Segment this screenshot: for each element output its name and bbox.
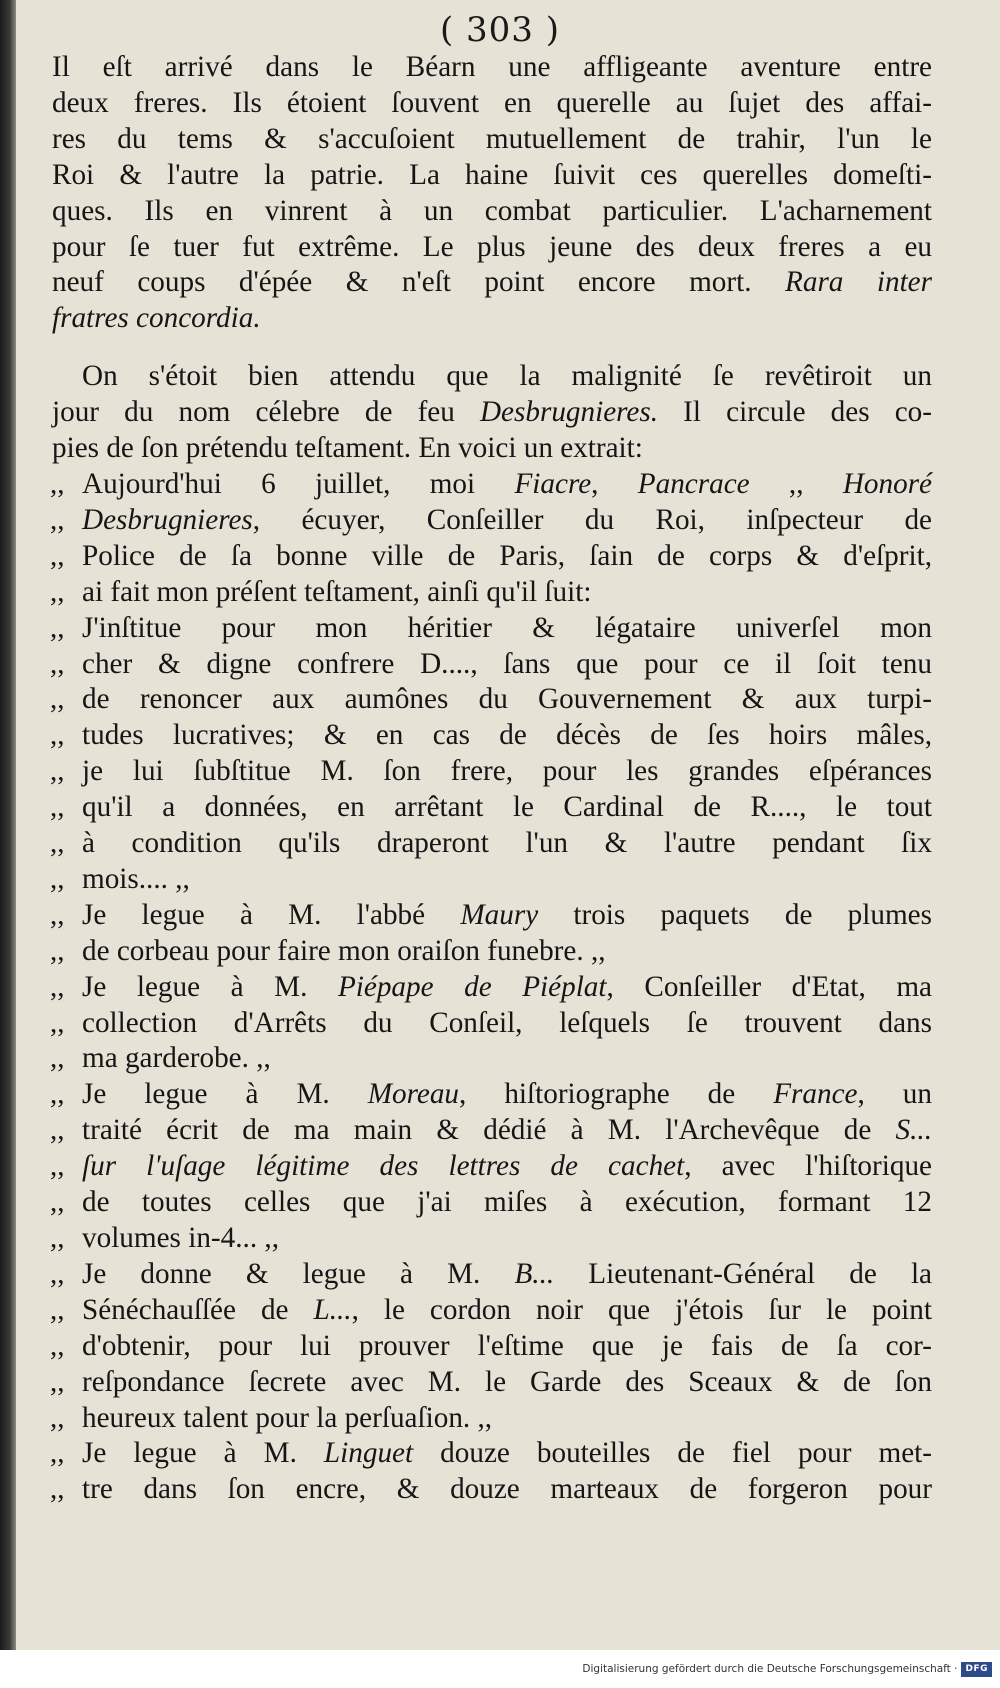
- person-name: S...: [895, 1114, 932, 1147]
- quote-mark: ,,: [50, 1150, 65, 1183]
- text-span: , le cordon noir que j'étois ſur le point: [351, 1293, 932, 1326]
- quote-mark: ,,: [50, 1329, 65, 1362]
- quote-mark: ,,: [50, 1042, 65, 1075]
- place-name: L...: [313, 1293, 352, 1326]
- footer-credit: Digitalisierung gefördert durch die Deutsche Forschungsgemeinschaft ·: [582, 1663, 958, 1675]
- text-span: reſpondance ſecrete avec M. le Garde des Sceaux & de ſon: [82, 1365, 932, 1398]
- text-line: Il eſt arrivé dans le Béarn une affligeante aventure entre: [52, 51, 932, 83]
- quote-line: [52, 1221, 932, 1257]
- quote-mark: ,,: [50, 862, 65, 895]
- quote-line: [52, 1257, 932, 1293]
- text-span: tre dans ſon encre, & douze marteaux de forgeron pour: [82, 1473, 932, 1506]
- quote-line: [52, 1436, 932, 1472]
- dfg-logo-icon: DFG: [961, 1662, 992, 1677]
- text-span: à condition qu'ils draperont l'un & l'autre pendant ſix: [82, 827, 932, 860]
- treatise-title: ſur l'uſage légitime des lettres de cachet: [82, 1150, 685, 1183]
- text-span: d'obtenir, pour lui prouver l'eſtime que je fais de ſa cor-: [82, 1329, 932, 1362]
- text-span: Je legue à M.: [82, 1078, 368, 1111]
- text-span: de renoncer aux aumônes du Gouvernement & aux turpi-: [82, 683, 932, 716]
- quote-line: [52, 898, 932, 934]
- person-name: Desbrugnieres.: [479, 396, 659, 429]
- page-body: [52, 50, 932, 1508]
- quote-line: [52, 1472, 932, 1508]
- quote-line: [52, 934, 932, 970]
- text-span: de toutes celles que j'ai miſes à exécution, formant 12: [82, 1186, 932, 1219]
- quote-mark: ,,: [50, 503, 65, 536]
- text-line: ques. Ils en vinrent à un combat particulier. L'acharnement: [52, 194, 932, 227]
- quote-mark: ,,: [50, 1114, 65, 1147]
- text-span: trois paquets de plumes: [538, 898, 932, 931]
- quote-line: [52, 862, 932, 898]
- quote-line: [52, 754, 932, 790]
- digitization-footer: [0, 1650, 1000, 1688]
- text-span: Je legue à M.: [82, 970, 338, 1003]
- latin-phrase: fratres concordia.: [52, 302, 261, 335]
- person-name: Linguet: [323, 1437, 414, 1470]
- quote-line: [52, 1077, 932, 1113]
- text-span: J'inſtitue pour mon héritier & légataire univerſel mon: [82, 611, 932, 644]
- person-name: Fiacre: [514, 467, 592, 500]
- text-span: ai fait mon préſent teſtament, ainſi qu'il ſuit:: [82, 575, 592, 608]
- quote-mark: ,,: [50, 683, 65, 716]
- text-line: [52, 395, 932, 431]
- text-line: On s'étoit bien attendu que la malignité ſe revêtiroit un: [82, 360, 932, 393]
- quote-mark: ,,: [50, 1006, 65, 1039]
- text-span: Aujourd'hui 6 juillet, moi: [82, 467, 515, 500]
- quote-line: [52, 718, 932, 754]
- text-span: douze bouteilles de fiel pour met-: [413, 1437, 932, 1470]
- text-line: pies de ſon prétendu teſtament. En voici un extrait:: [52, 432, 643, 465]
- quote-mark: ,,: [50, 791, 65, 824]
- text-span: ,: [591, 467, 638, 500]
- text-span: qu'il a données, en arrêtant le Cardinal de R...., le tout: [82, 791, 932, 824]
- quote-line: [52, 1401, 932, 1437]
- quote-line: [52, 682, 932, 718]
- text-span: Sénéchauſſée de: [82, 1293, 314, 1326]
- quote-line: [52, 647, 932, 683]
- quote-line: [52, 1185, 932, 1221]
- text-span: volumes in-4... ,,: [82, 1222, 280, 1254]
- text-line: pour ſe tuer fut extrême. Le plus jeune des deux freres a eu: [52, 230, 932, 263]
- text-span: , avec l'hiſtorique: [684, 1150, 932, 1183]
- text-span: cher & digne confrere D...., ſans que pour ce il ſoit tenu: [82, 647, 932, 680]
- person-name: Desbrugnieres: [82, 503, 253, 536]
- latin-phrase: Rara inter: [785, 266, 932, 299]
- text-span: ma garderobe. ,,: [82, 1042, 271, 1075]
- quote-line: [52, 467, 932, 503]
- text-span: ,,: [749, 467, 843, 500]
- quote-line: [52, 1293, 932, 1329]
- quote-mark: ,,: [50, 1293, 65, 1326]
- quote-mark: ,,: [50, 898, 65, 931]
- person-name: Piépape de Piéplat: [337, 970, 607, 1003]
- quote-line: [52, 611, 932, 647]
- person-name: Moreau: [367, 1078, 460, 1111]
- quote-mark: ,,: [50, 970, 65, 1003]
- text-span: collection d'Arrêts du Conſeil, leſquels ſe trouvent dans: [82, 1006, 932, 1039]
- text-span: , hiſtoriographe de: [459, 1078, 774, 1111]
- quote-mark: ,,: [50, 934, 65, 967]
- person-name: Pancrace: [637, 467, 750, 500]
- text-span: Je legue à M.: [82, 1437, 324, 1470]
- text-span: jour du nom célebre de feu: [52, 396, 480, 429]
- text-line: [52, 301, 932, 337]
- text-span: , un: [857, 1078, 932, 1111]
- quote-mark: ,,: [50, 1365, 65, 1398]
- text-span: heureux talent pour la perſuaſion. ,,: [82, 1401, 493, 1434]
- text-line: [52, 265, 932, 301]
- quote-line: [52, 1149, 932, 1185]
- page-binding-edge: [0, 0, 16, 1650]
- quote-mark: ,,: [50, 1401, 65, 1434]
- text-line: deux freres. Ils étoient ſouvent en querelle au ſujet des affai-: [52, 86, 932, 119]
- text-span: Il circule des co-: [658, 396, 932, 429]
- text-span: , écuyer, Conſeiller du Roi, inſpecteur de: [252, 503, 932, 536]
- quote-mark: ,,: [50, 719, 65, 752]
- quote-mark: ,,: [50, 575, 65, 608]
- person-name: B...: [514, 1257, 555, 1290]
- text-line: Roi & l'autre la patrie. La haine ſuivit ces querelles domeſti-: [52, 158, 932, 191]
- quote-line: [52, 970, 932, 1006]
- person-name: Maury: [460, 898, 539, 931]
- quote-mark: ,,: [50, 611, 65, 644]
- text-span: je lui ſubſtitue M. ſon frere, pour les grandes eſpérances: [82, 755, 932, 788]
- quote-mark: ,,: [50, 755, 65, 788]
- quote-line: [52, 1041, 932, 1077]
- text-span: , Conſeiller d'Etat, ma: [606, 970, 932, 1003]
- quote-line: [52, 539, 932, 575]
- text-span: Lieutenant-Général de la: [554, 1257, 933, 1290]
- page-number: ( 303 ): [439, 10, 561, 50]
- text-span: Je legue à M. l'abbé: [82, 898, 461, 931]
- quote-mark: ,,: [50, 1473, 65, 1506]
- quote-mark: ,,: [50, 1186, 65, 1219]
- quote-mark: ,,: [50, 827, 65, 860]
- quote-line: [52, 1113, 932, 1149]
- paragraph-testament-intro: [52, 359, 932, 467]
- text-line: res du tems & s'accuſoient mutuellement de trahir, l'un le: [52, 122, 932, 155]
- text-span: de corbeau pour faire mon oraiſon funebre. ,,: [82, 934, 606, 967]
- text-span: Police de ſa bonne ville de Paris, ſain de corps & d'eſprit,: [82, 539, 932, 572]
- text-span: traité écrit de ma main & dédié à M. l'Archevêque de: [82, 1114, 896, 1147]
- quote-line: [52, 826, 932, 862]
- quote-mark: ,,: [50, 467, 65, 500]
- person-name: Honoré: [842, 467, 933, 500]
- quote-line: [52, 790, 932, 826]
- place-name: France: [773, 1078, 858, 1111]
- quote-mark: ,,: [50, 1222, 65, 1254]
- quote-line: [52, 1329, 932, 1365]
- text-span: tudes lucratives; & en cas de décès de ſes hoirs mâles,: [82, 719, 932, 752]
- quote-mark: ,,: [50, 539, 65, 572]
- quote-mark: ,,: [50, 1437, 65, 1470]
- quote-mark: ,,: [50, 1257, 65, 1290]
- quote-line: [52, 1006, 932, 1042]
- testament-extract: [52, 467, 932, 1508]
- paragraph-bearn: [52, 50, 932, 337]
- text-span: mois.... ,,: [82, 862, 190, 895]
- quote-line: [52, 1365, 932, 1401]
- quote-line: [52, 503, 932, 539]
- quote-mark: ,,: [50, 647, 65, 680]
- quote-line: [52, 575, 932, 611]
- text-span: Je donne & legue à M.: [82, 1257, 515, 1290]
- quote-mark: ,,: [50, 1078, 65, 1111]
- text-span: neuf coups d'épée & n'eſt point encore mort.: [52, 266, 752, 299]
